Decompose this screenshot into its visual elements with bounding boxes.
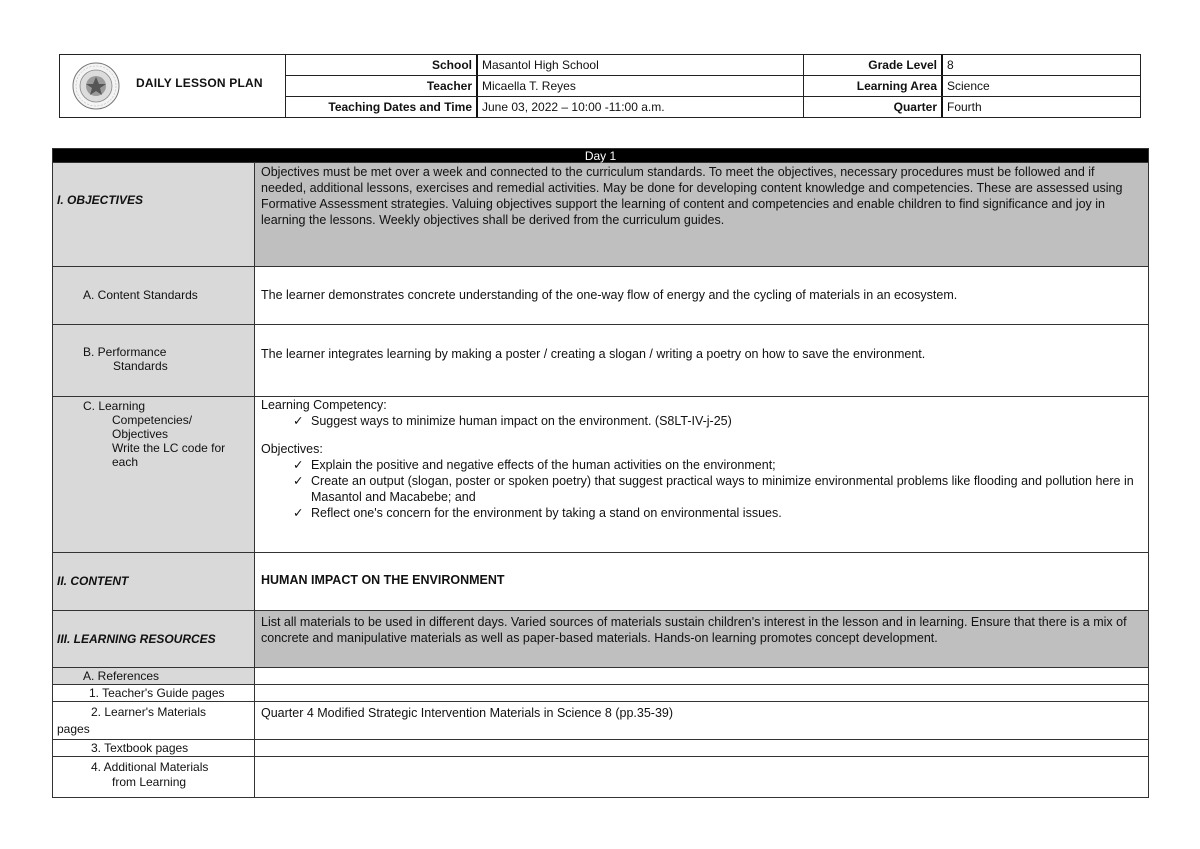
quarter-label: Quarter	[893, 100, 937, 114]
quarter-value: Fourth	[941, 97, 1140, 117]
document-title: DAILY LESSON PLAN	[136, 76, 263, 90]
references-row	[53, 668, 1148, 685]
competencies-label-3: Objectives	[112, 427, 169, 441]
resources-row	[53, 611, 1148, 668]
obj-item: ✓ Reflect one's concern for the environment by taking a stand on environmental issues.	[311, 505, 1142, 521]
grade-level-value: 8	[941, 55, 1140, 75]
learning-area-label: Learning Area	[856, 79, 937, 93]
competencies-content	[255, 397, 1148, 552]
competencies-label-2: Competencies/	[112, 413, 193, 427]
textbook-label-cell	[53, 740, 255, 756]
resources-label: III. LEARNING RESOURCES	[57, 632, 216, 646]
lesson-table	[52, 148, 1149, 798]
content-standards-label: A. Content Standards	[83, 288, 198, 302]
header-title-cell	[60, 55, 286, 117]
teacher-label: Teacher	[426, 79, 472, 93]
school-label: School	[431, 58, 472, 72]
competencies-label-1: C. Learning	[83, 399, 146, 413]
lc-list	[261, 413, 1142, 429]
content-standards-label-cell	[53, 267, 255, 324]
deped-seal-icon	[72, 62, 120, 110]
teacher-value: Micaella T. Reyes	[476, 76, 804, 96]
textbook-label: 3. Textbook pages	[91, 741, 189, 755]
additional-materials-label: 4. Additional Materials	[91, 760, 209, 774]
additional-materials-label-cell	[53, 757, 255, 797]
competencies-label-cell	[53, 397, 255, 552]
objectives-row	[53, 163, 1148, 267]
resources-text: List all materials to be used in different days. Varied sources of materials sustain children's interest in the lesson and in learning. Ensure that there is a mix of concrete and manipulative materials as well as paper-based materials. Hands-on learning promotes concept development.	[255, 611, 1148, 667]
school-value: Masantol High School	[476, 55, 804, 75]
grade-level-label: Grade Level	[868, 58, 937, 72]
textbook-row	[53, 740, 1148, 757]
additional-materials-row	[53, 757, 1148, 797]
references-label-cell	[53, 668, 255, 684]
objectives-label-cell	[53, 163, 255, 266]
learners-materials-label: 2. Learner's Materials	[91, 705, 207, 719]
content-standards-text: The learner demonstrates concrete understanding of the one-way flow of energy and the cycling of materials in an ecosystem.	[261, 288, 958, 302]
learners-materials-value: Quarter 4 Modified Strategic Intervention Materials in Science 8 (pp.35-39)	[261, 706, 674, 720]
performance-standards-label-cell	[53, 325, 255, 396]
header-row-teacher	[285, 76, 1140, 96]
objectives-label: I. OBJECTIVES	[57, 193, 144, 207]
additional-materials-value	[255, 757, 1148, 797]
resources-label-cell	[53, 611, 255, 667]
performance-standards-label-2: Standards	[113, 359, 168, 373]
references-value	[255, 668, 1148, 684]
obj-heading: Objectives:	[261, 442, 323, 456]
content-topic: HUMAN IMPACT ON THE ENVIRONMENT	[261, 573, 505, 587]
obj-item: ✓ Create an output (slogan, poster or spoken poetry) that suggest practical ways to minimize environmental problems like flooding and pollution here in Masantol and Macabebe; and	[311, 473, 1142, 505]
performance-standards-label: B. Performance	[83, 345, 167, 359]
teachers-guide-row	[53, 685, 1148, 702]
teachers-guide-label-cell	[53, 685, 255, 701]
lesson-plan-header	[59, 54, 1141, 118]
objectives-text: Objectives must be met over a week and connected to the curriculum standards. To meet the objectives, necessary procedures must be followed and if needed, additional lessons, exercises and remedial activities. May be done for developing content knowledge and competencies. These are assessed using Formative Assessment strategies. Valuing objectives support the learning of content and competencies and enable children to find significance and joy in learning the lessons. Weekly objectives shall be derived from the curriculum guides.	[255, 163, 1148, 266]
references-label: A. References	[83, 669, 160, 683]
lc-heading: Learning Competency:	[261, 398, 387, 412]
content-row	[53, 553, 1148, 611]
learners-materials-row	[53, 702, 1148, 740]
competencies-label-5: each	[112, 455, 139, 469]
learners-materials-label-2: pages	[57, 722, 90, 736]
lc-item: ✓ Suggest ways to minimize human impact on the environment. (S8LT-IV-j-25)	[311, 413, 1142, 429]
obj-item: ✓ Explain the positive and negative effects of the human activities on the environment;	[311, 457, 1142, 473]
day-header: Day 1	[53, 149, 1148, 163]
teachers-guide-label: 1. Teacher's Guide pages	[89, 686, 225, 700]
performance-standards-text: The learner integrates learning by making a poster / creating a slogan / writing a poetry on how to save the environment.	[261, 347, 926, 361]
competencies-row	[53, 397, 1148, 553]
content-label: II. CONTENT	[57, 574, 129, 588]
header-row-school	[285, 55, 1140, 75]
competencies-label-4: Write the LC code for	[112, 441, 226, 455]
teaching-dates-label: Teaching Dates and Time	[328, 100, 472, 114]
content-standards-row	[53, 267, 1148, 325]
obj-list	[261, 457, 1142, 521]
learning-area-value: Science	[941, 76, 1140, 96]
content-label-cell	[53, 553, 255, 610]
learners-materials-label-cell	[53, 702, 255, 739]
teachers-guide-value	[255, 685, 1148, 701]
performance-standards-row	[53, 325, 1148, 397]
teaching-dates-value: June 03, 2022 – 10:00 -11:00 a.m.	[476, 97, 804, 117]
textbook-value	[255, 740, 1148, 756]
additional-materials-label-2: from Learning	[112, 775, 187, 789]
header-row-dates	[285, 97, 1140, 117]
